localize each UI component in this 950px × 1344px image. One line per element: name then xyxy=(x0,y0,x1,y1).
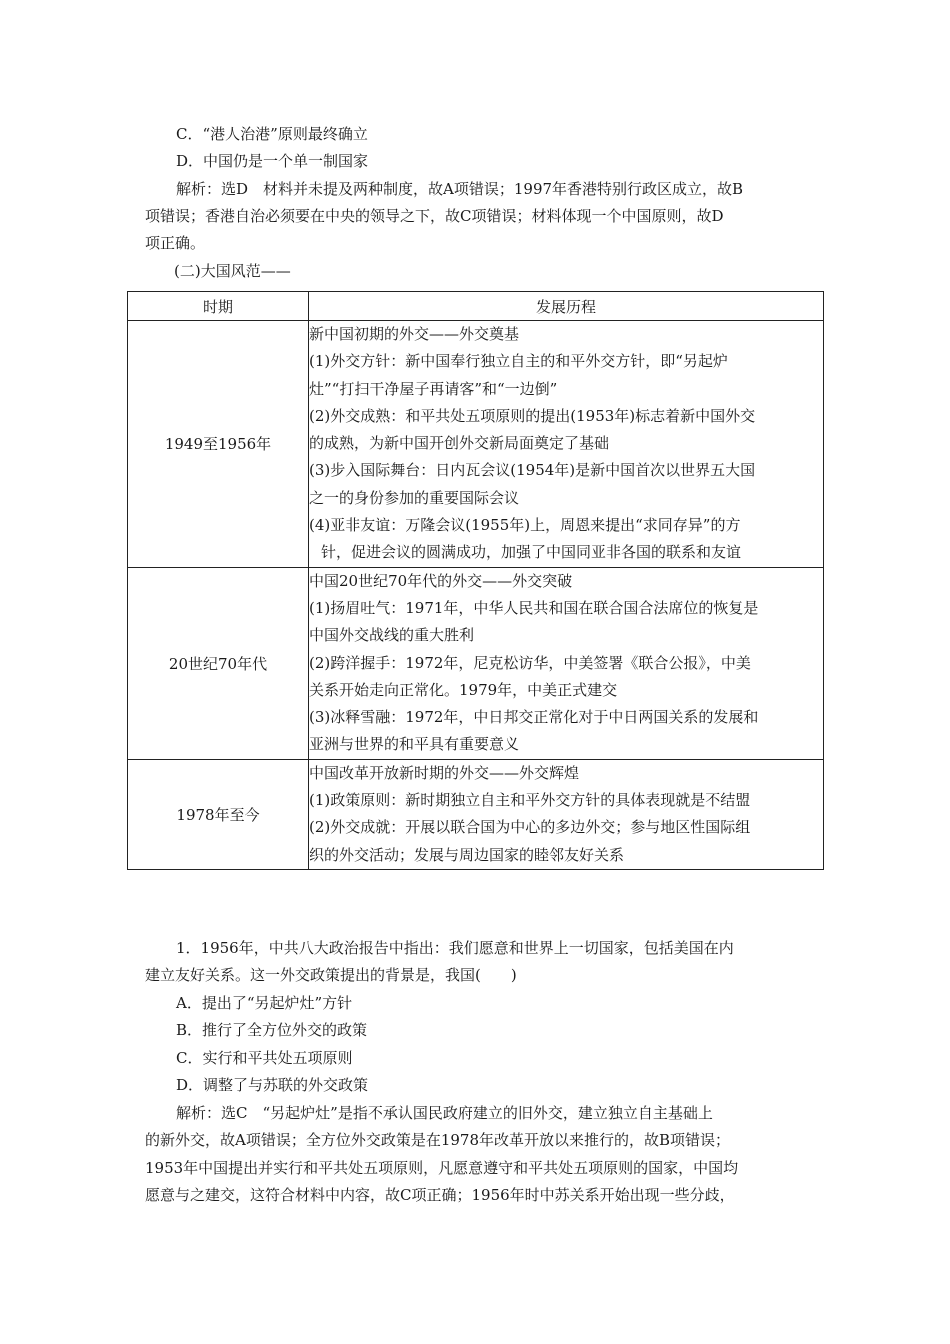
content-line: (1)外交方针：新中国奉行独立自主的和平外交方针，即“另起炉 xyxy=(309,352,728,371)
content-cell xyxy=(309,567,824,759)
analysis-line-3: 项正确。 xyxy=(145,234,206,252)
content-line: 中国外交战线的重大胜利 xyxy=(309,626,475,645)
content-line: 新中国初期的外交——外交奠基 xyxy=(309,325,520,343)
question-analysis-line-2: 的新外交，故A项错误；全方位外交政策是在1978年改革开放以来推行的，故B项错误； xyxy=(145,1131,731,1149)
content-line: 中国改革开放新时期的外交——外交辉煌 xyxy=(309,763,580,782)
question-option-c: C．实行和平共处五项原则 xyxy=(176,1049,353,1067)
section-heading: (二)大国风范—— xyxy=(174,262,291,280)
content-line: (2)跨洋握手：1972年，尼克松访华，中美签署《联合公报》，中美 xyxy=(309,653,751,672)
period-cell: 1978年至今 xyxy=(128,759,309,869)
option-c: C．“港人治港”原则最终确立 xyxy=(176,125,368,143)
analysis-line-1: 解析：选D 材料并未提及两种制度，故A项错误；1997年香港特别行政区成立，故B xyxy=(176,180,744,198)
question-option-b: B．推行了全方位外交的政策 xyxy=(176,1021,368,1039)
period-cell: 20世纪70年代 xyxy=(128,567,309,759)
content-cell xyxy=(309,759,824,869)
table-header-row xyxy=(128,292,824,321)
question-option-d: D．调整了与苏联的外交政策 xyxy=(176,1076,369,1094)
content-line: 织的外交活动；发展与周边国家的睦邻友好关系 xyxy=(309,845,625,864)
question-analysis-line-1: 解析：选C “另起炉灶”是指不承认国民政府建立的旧外交，建立独立自主基础上 xyxy=(176,1104,713,1122)
content-line: 关系开始走向正常化。1979年，中美正式建交 xyxy=(309,680,618,699)
content-line: (1)扬眉吐气：1971年，中华人民共和国在联合国合法席位的恢复是 xyxy=(309,598,759,617)
content-line: 的成熟，为新中国开创外交新局面奠定了基础 xyxy=(309,434,610,453)
content-line: 亚洲与世界的和平具有重要意义 xyxy=(309,735,520,754)
content-line: (3)冰释雪融：1972年，中日邦交正常化对于中日两国关系的发展和 xyxy=(309,708,759,727)
table-row xyxy=(128,567,824,759)
question-option-a: A．提出了“另起炉灶”方针 xyxy=(176,994,353,1012)
table-row xyxy=(128,759,824,869)
diplomacy-history-table xyxy=(127,291,824,870)
table-row xyxy=(128,321,824,568)
period-cell: 1949至1956年 xyxy=(128,321,309,568)
content-line: 针，促进会议的圆满成功，加强了中国同亚非各国的联系和友谊 xyxy=(321,543,742,562)
content-line: 之一的身份参加的重要国际会议 xyxy=(309,488,520,507)
analysis-line-2: 项错误；香港自治必须要在中央的领导之下，故C项错误；材料体现一个中国原则，故D xyxy=(145,207,724,225)
content-line: (1)政策原则：新时期独立自主和平外交方针的具体表现就是不结盟 xyxy=(309,791,751,810)
question-analysis-line-4: 愿意与之建交，这符合材料中内容，故C项正确；1956年时中苏关系开始出现一些分歧， xyxy=(145,1186,735,1204)
option-d: D．中国仍是一个单一制国家 xyxy=(176,152,369,170)
content-line: (3)步入国际舞台：日内瓦会议(1954年)是新中国首次以世界五大国 xyxy=(309,461,756,480)
content-line: 中国20世纪70年代的外交——外交突破 xyxy=(309,571,573,590)
content-line: (2)外交成就：开展以联合国为中心的多边外交；参与地区性国际组 xyxy=(309,818,751,837)
question-analysis-line-3: 1953年中国提出并实行和平共处五项原则，凡愿意遵守和平共处五项原则的国家，中国均 xyxy=(145,1159,739,1177)
header-period: 时期 xyxy=(128,292,309,321)
header-development: 发展历程 xyxy=(309,292,824,321)
content-cell xyxy=(309,321,824,568)
content-line: (4)亚非友谊：万隆会议(1955年)上，周恩来提出“求同存异”的方 xyxy=(309,516,741,535)
question-stem-line-2: 建立友好关系。这一外交政策提出的背景是，我国( ) xyxy=(145,966,517,984)
content-line: (2)外交成熟：和平共处五项原则的提出(1953年)标志着新中国外交 xyxy=(309,406,756,425)
question-stem-line-1: 1．1956年，中共八大政治报告中指出：我们愿意和世界上一切国家，包括美国在内 xyxy=(176,939,734,957)
content-line: 灶”“打扫干净屋子再请客”和“一边倒” xyxy=(309,379,558,398)
